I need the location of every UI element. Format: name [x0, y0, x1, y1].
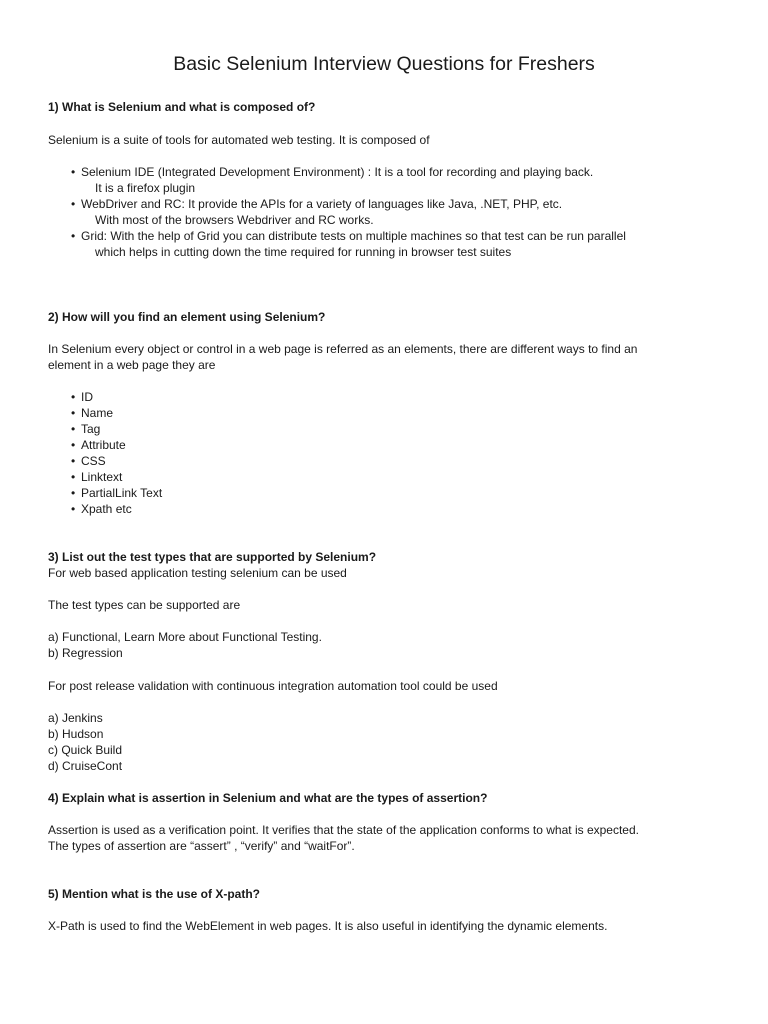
question-4-heading: 4) Explain what is assertion in Selenium and what are the types of assertion?	[48, 791, 488, 805]
paragraph-line: The types of assertion are “assert” , “verify” and “waitFor”.	[48, 839, 355, 853]
list-item-continuation: which helps in cutting down the time required for running in browser test suites	[95, 245, 512, 259]
paragraph-line: The test types can be supported are	[48, 598, 241, 612]
list-item: • CSS	[71, 453, 106, 469]
list-item: • Xpath etc	[71, 501, 132, 517]
list-item: • Linktext	[71, 469, 122, 485]
list-item: • ID	[71, 389, 93, 405]
paragraph-line: For web based application testing selenium can be used	[48, 566, 347, 580]
list-item: a) Jenkins	[48, 711, 103, 725]
list-item: • Grid: With the help of Grid you can distribute tests on multiple machines so that test can be run parallel	[71, 228, 626, 244]
question-2-intro-continued: element in a web page they are	[48, 358, 216, 372]
question-2-heading: 2) How will you find an element using Selenium?	[48, 310, 326, 324]
list-item: • Attribute	[71, 437, 126, 453]
list-item-continuation: It is a firefox plugin	[95, 181, 196, 195]
question-5-heading: 5) Mention what is the use of X-path?	[48, 887, 261, 901]
list-item: • PartialLink Text	[71, 485, 162, 501]
paragraph-line: For post release validation with continuous integration automation tool could be used	[48, 679, 498, 693]
page-title: Basic Selenium Interview Questions for Freshers	[173, 53, 595, 75]
list-item: • Tag	[71, 421, 100, 437]
list-item: c) Quick Build	[48, 743, 123, 757]
question-1-intro: Selenium is a suite of tools for automated web testing. It is composed of	[48, 133, 430, 147]
list-item: b) Regression	[48, 646, 123, 660]
list-item: a) Functional, Learn More about Functional Testing.	[48, 630, 322, 644]
list-item: • Selenium IDE (Integrated Development Environment) : It is a tool for recording and playing back.	[71, 164, 593, 180]
question-1-heading: 1) What is Selenium and what is composed of?	[48, 100, 316, 114]
question-2-intro: In Selenium every object or control in a web page is referred as an elements, there are different ways to find an	[48, 342, 638, 356]
paragraph-line: X-Path is used to find the WebElement in web pages. It is also useful in identifying the dynamic elements.	[48, 919, 608, 933]
list-item-continuation: With most of the browsers Webdriver and RC works.	[95, 213, 374, 227]
list-item: • Name	[71, 405, 113, 421]
question-3-heading: 3) List out the test types that are supported by Selenium?	[48, 550, 377, 564]
paragraph-line: Assertion is used as a verification point. It verifies that the state of the application conforms to what is expected.	[48, 823, 639, 837]
list-item: b) Hudson	[48, 727, 104, 741]
list-item: • WebDriver and RC: It provide the APIs for a variety of languages like Java, .NET, PHP, etc.	[71, 196, 562, 212]
list-item: d) CruiseCont	[48, 759, 123, 773]
